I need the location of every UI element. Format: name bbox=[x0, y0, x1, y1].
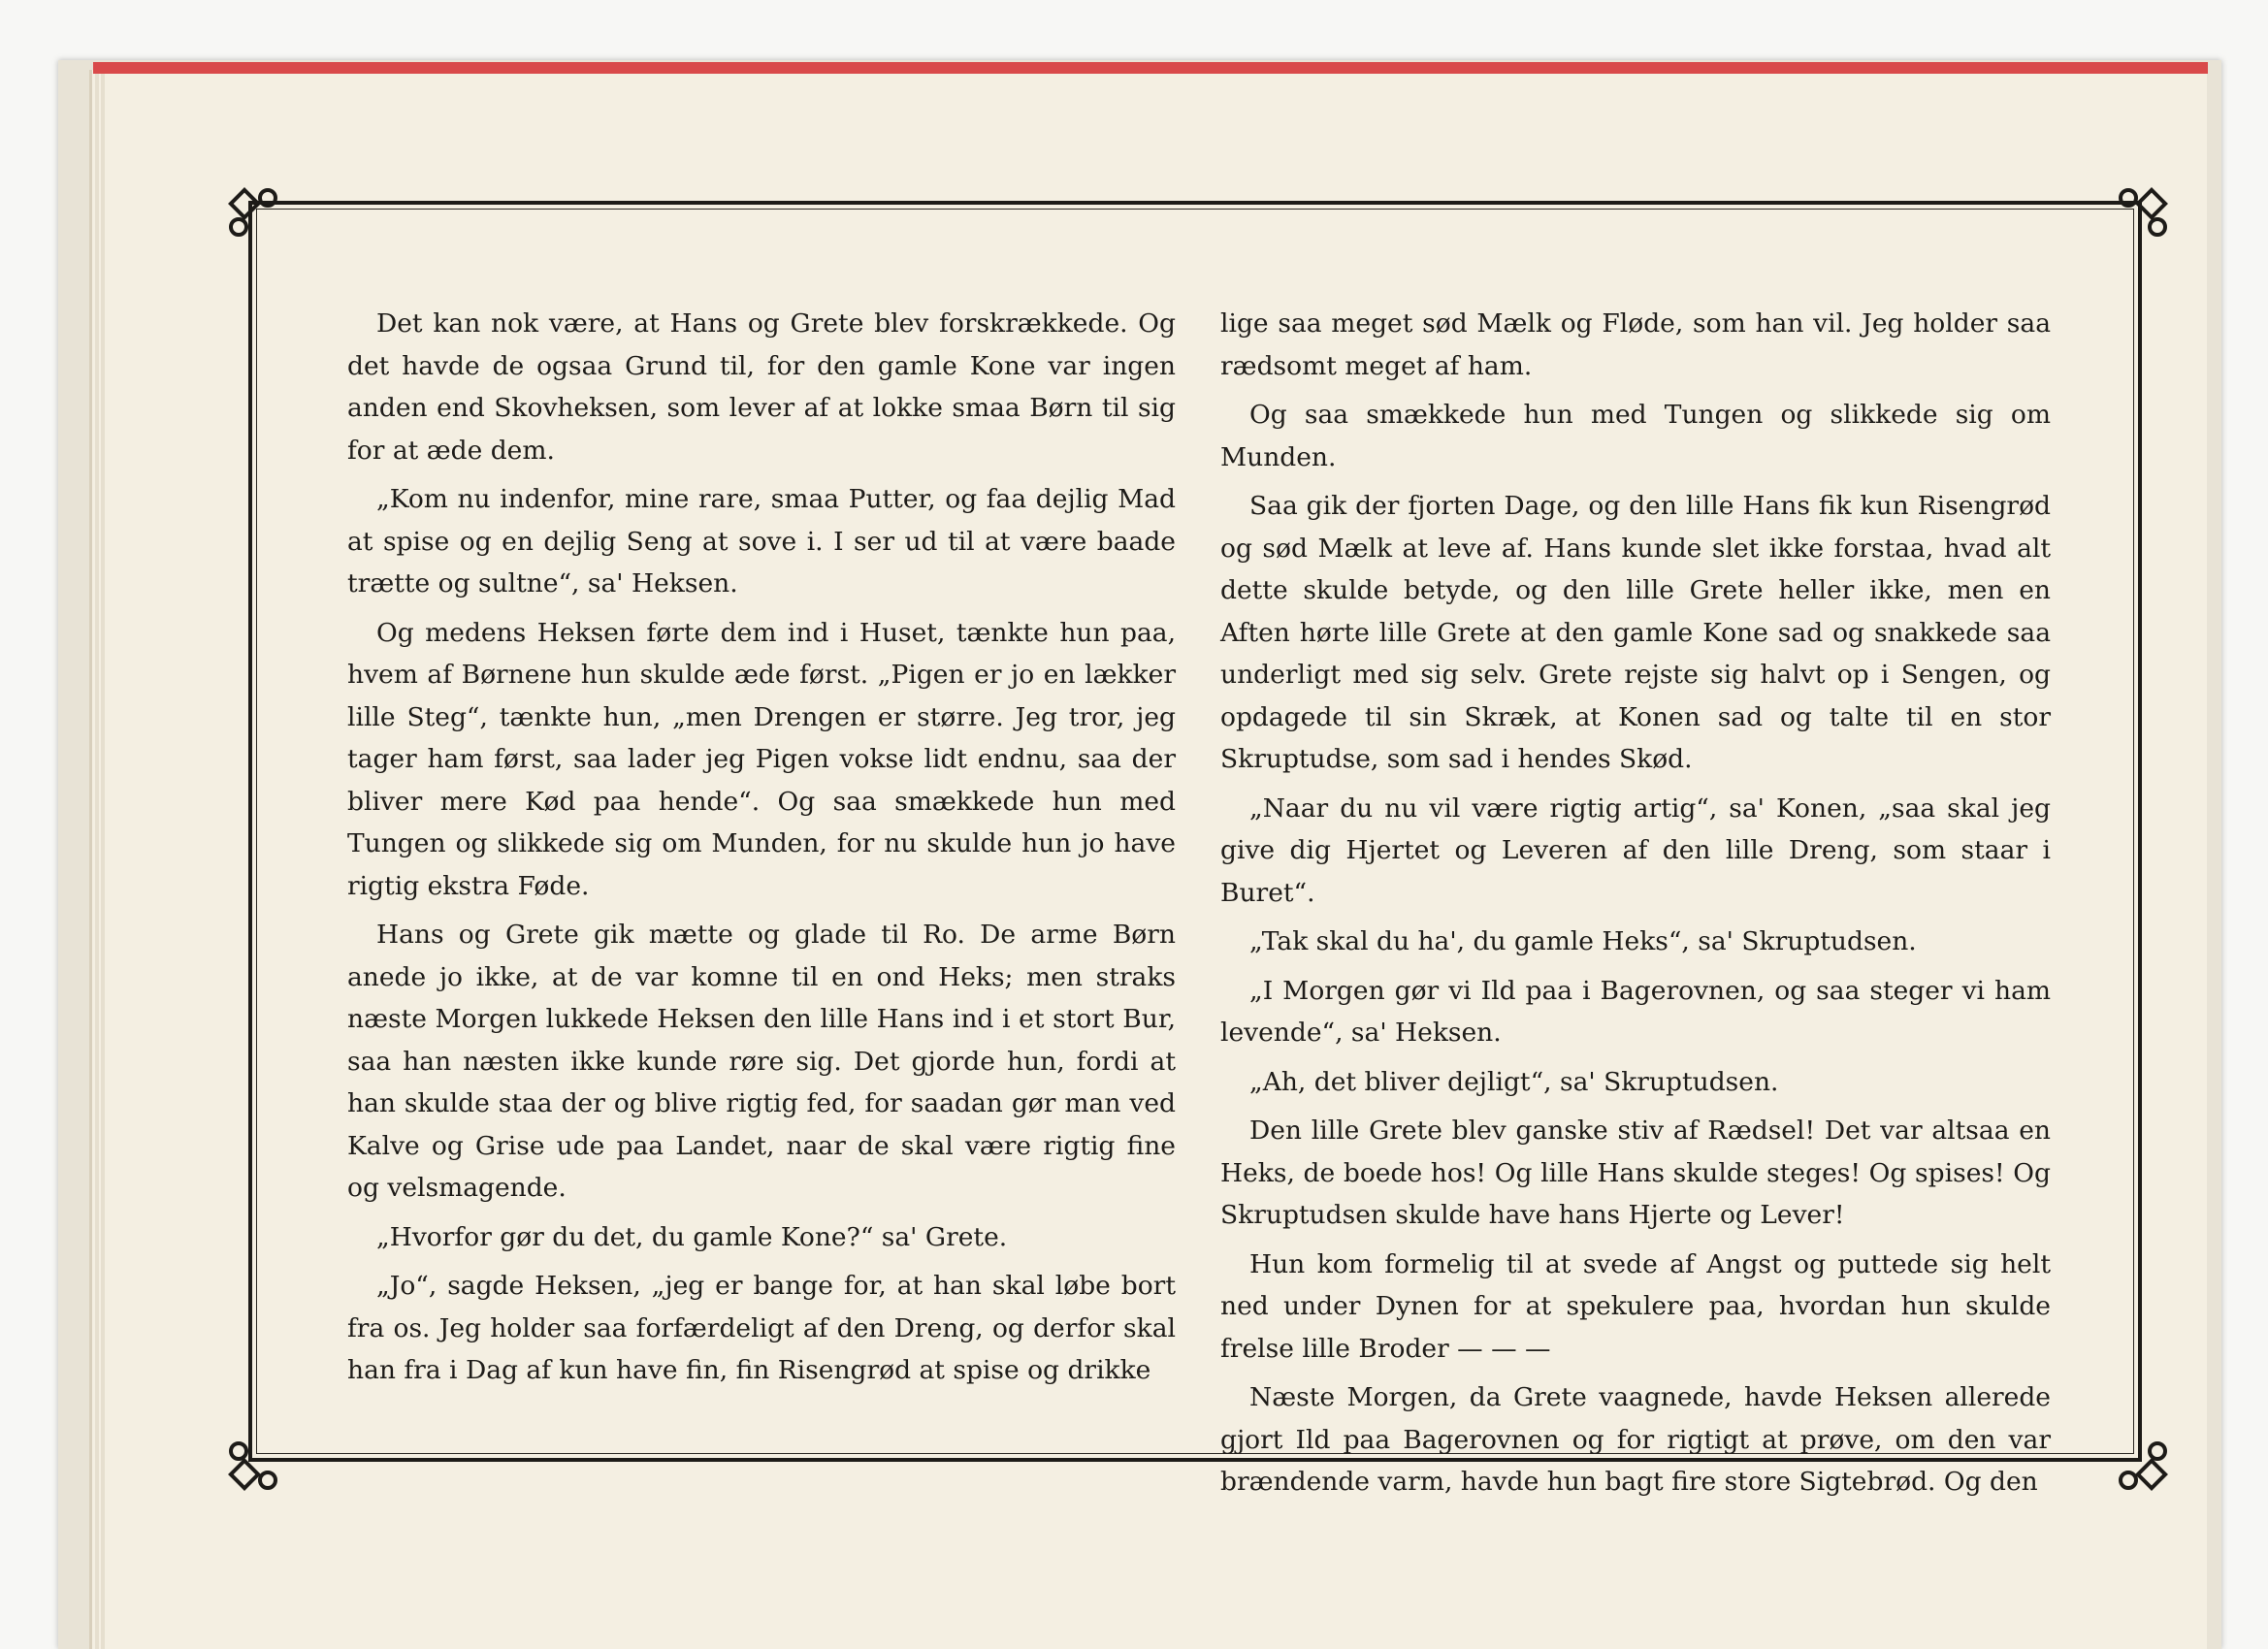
page-stack-edge bbox=[95, 70, 99, 1649]
paragraph: „Kom nu indenfor, mine rare, smaa Putter, og faa dejlig Mad at spise og en dejlig Seng at sove i. I ser ud til at være baade trætte og sultne“, sa' Heksen. bbox=[347, 484, 1176, 598]
paragraph: Hans og Grete gik mætte og glade til Ro. De arme Børn anede jo ikke, at de var komne til en ond Heks; men straks næste Morgen lukkede Heksen den lille Hans ind i et stort Bur, saa han næsten ikke kunde røre sig. Det gjorde hun, fordi at han skulde staa der og blive rigtig fed, for saadan gør man ved Kalve og Grise ude paa Landet, naar de skal være rigtig fine og velsmagende. bbox=[347, 920, 1176, 1203]
corner-ornament-icon bbox=[2109, 1432, 2171, 1494]
paragraph: „I Morgen gør vi Ild paa i Bagerovnen, og saa steger vi ham levende“, sa' Heksen. bbox=[1220, 975, 2051, 1048]
page-stack-edge bbox=[101, 70, 105, 1649]
corner-ornament-icon bbox=[225, 184, 287, 246]
corner-ornament-icon bbox=[2109, 184, 2171, 246]
paragraph: Saa gik der fjorten Dage, og den lille Hans fik kun Risengrød og sød Mælk at leve af. Hans kunde slet ikke forstaa, hvad alt dette skulde betyde, og den lille Grete heller ikke, men en Aften hørte lille Grete at den gamle Kone sad og snakkede saa underligt med sig selv. Grete rejste sig halvt op i Sengen, og opdagede til sin Skræk, at Konen sad og talte til en stor Skruptudse, som sad i hendes Skød. bbox=[1220, 491, 2051, 774]
paragraph: Det kan nok være, at Hans og Grete blev forskrækkede. Og det havde de ogsaa Grund til, for den gamle Kone var ingen anden end Skovheksen, som lever af at lokke smaa Børn til sig for at æde dem. bbox=[347, 308, 1176, 466]
paragraph: „Hvorfor gør du det, du gamle Kone?“ sa' Grete. bbox=[376, 1221, 1008, 1252]
paragraph: Næste Morgen, da Grete vaagnede, havde Heksen allerede gjort Ild paa Bagerovnen og for rigtigt at prøve, om den var brændende varm, havde hun bagt fire store Sigtebrød. Og den bbox=[1220, 1382, 2051, 1497]
paragraph: Og medens Heksen førte dem ind i Huset, tænkte hun paa, hvem af Børnene hun skulde æde først. „Pigen er jo en lækker lille Steg“, tænkte hun, „men Drengen er større. Jeg tror, jeg tager ham først, saa lader jeg Pigen vokse lidt endnu, saa der bliver mere Kød paa hende“. Og saa smækkede hun med Tungen og slikkede sig om Munden, for nu skulde hun jo have rigtig ekstra Føde. bbox=[347, 617, 1176, 901]
right-text-column bbox=[1220, 303, 2051, 1510]
paragraph: Den lille Grete blev ganske stiv af Rædsel! Det var altsaa en Heks, de boede hos! Og lille Hans skulde steges! Og spises! Og Skruptudsen skulde have hans Hjerte og Lever! bbox=[1220, 1116, 2051, 1230]
paragraph: „Naar du nu vil være rigtig artig“, sa' Konen, „saa skal jeg give dig Hjertet og Leveren af den lille Dreng, som staar i Buret“. bbox=[1220, 792, 2051, 908]
paragraph: Hun kom formelig til at svede af Angst og puttede sig helt ned under Dynen for at spekulere paa, hvordan hun skulde frelse lille Broder — — — bbox=[1220, 1248, 2051, 1364]
red-cover-edge bbox=[93, 62, 2208, 74]
paragraph: Og saa smækkede hun med Tungen og slikkede sig om Munden. bbox=[1220, 400, 2051, 472]
paragraph: „Tak skal du ha', du gamle Heks“, sa' Skruptudsen. bbox=[1249, 926, 1917, 956]
left-text-column bbox=[347, 303, 1176, 1399]
paragraph: lige saa meget sød Mælk og Fløde, som han vil. Jeg holder saa rædsomt meget af ham. bbox=[1220, 308, 2051, 381]
corner-ornament-icon bbox=[225, 1432, 287, 1494]
paragraph: „Ah, det bliver dejligt“, sa' Skruptudsen. bbox=[1249, 1066, 1779, 1097]
paragraph: „Jo“, sagde Heksen, „jeg er bange for, at han skal løbe bort fra os. Jeg holder saa forfærdeligt af den Dreng, og derfor skal han fra i Dag af kun have fin, fin Risengrød at spise og drikke bbox=[347, 1271, 1176, 1385]
